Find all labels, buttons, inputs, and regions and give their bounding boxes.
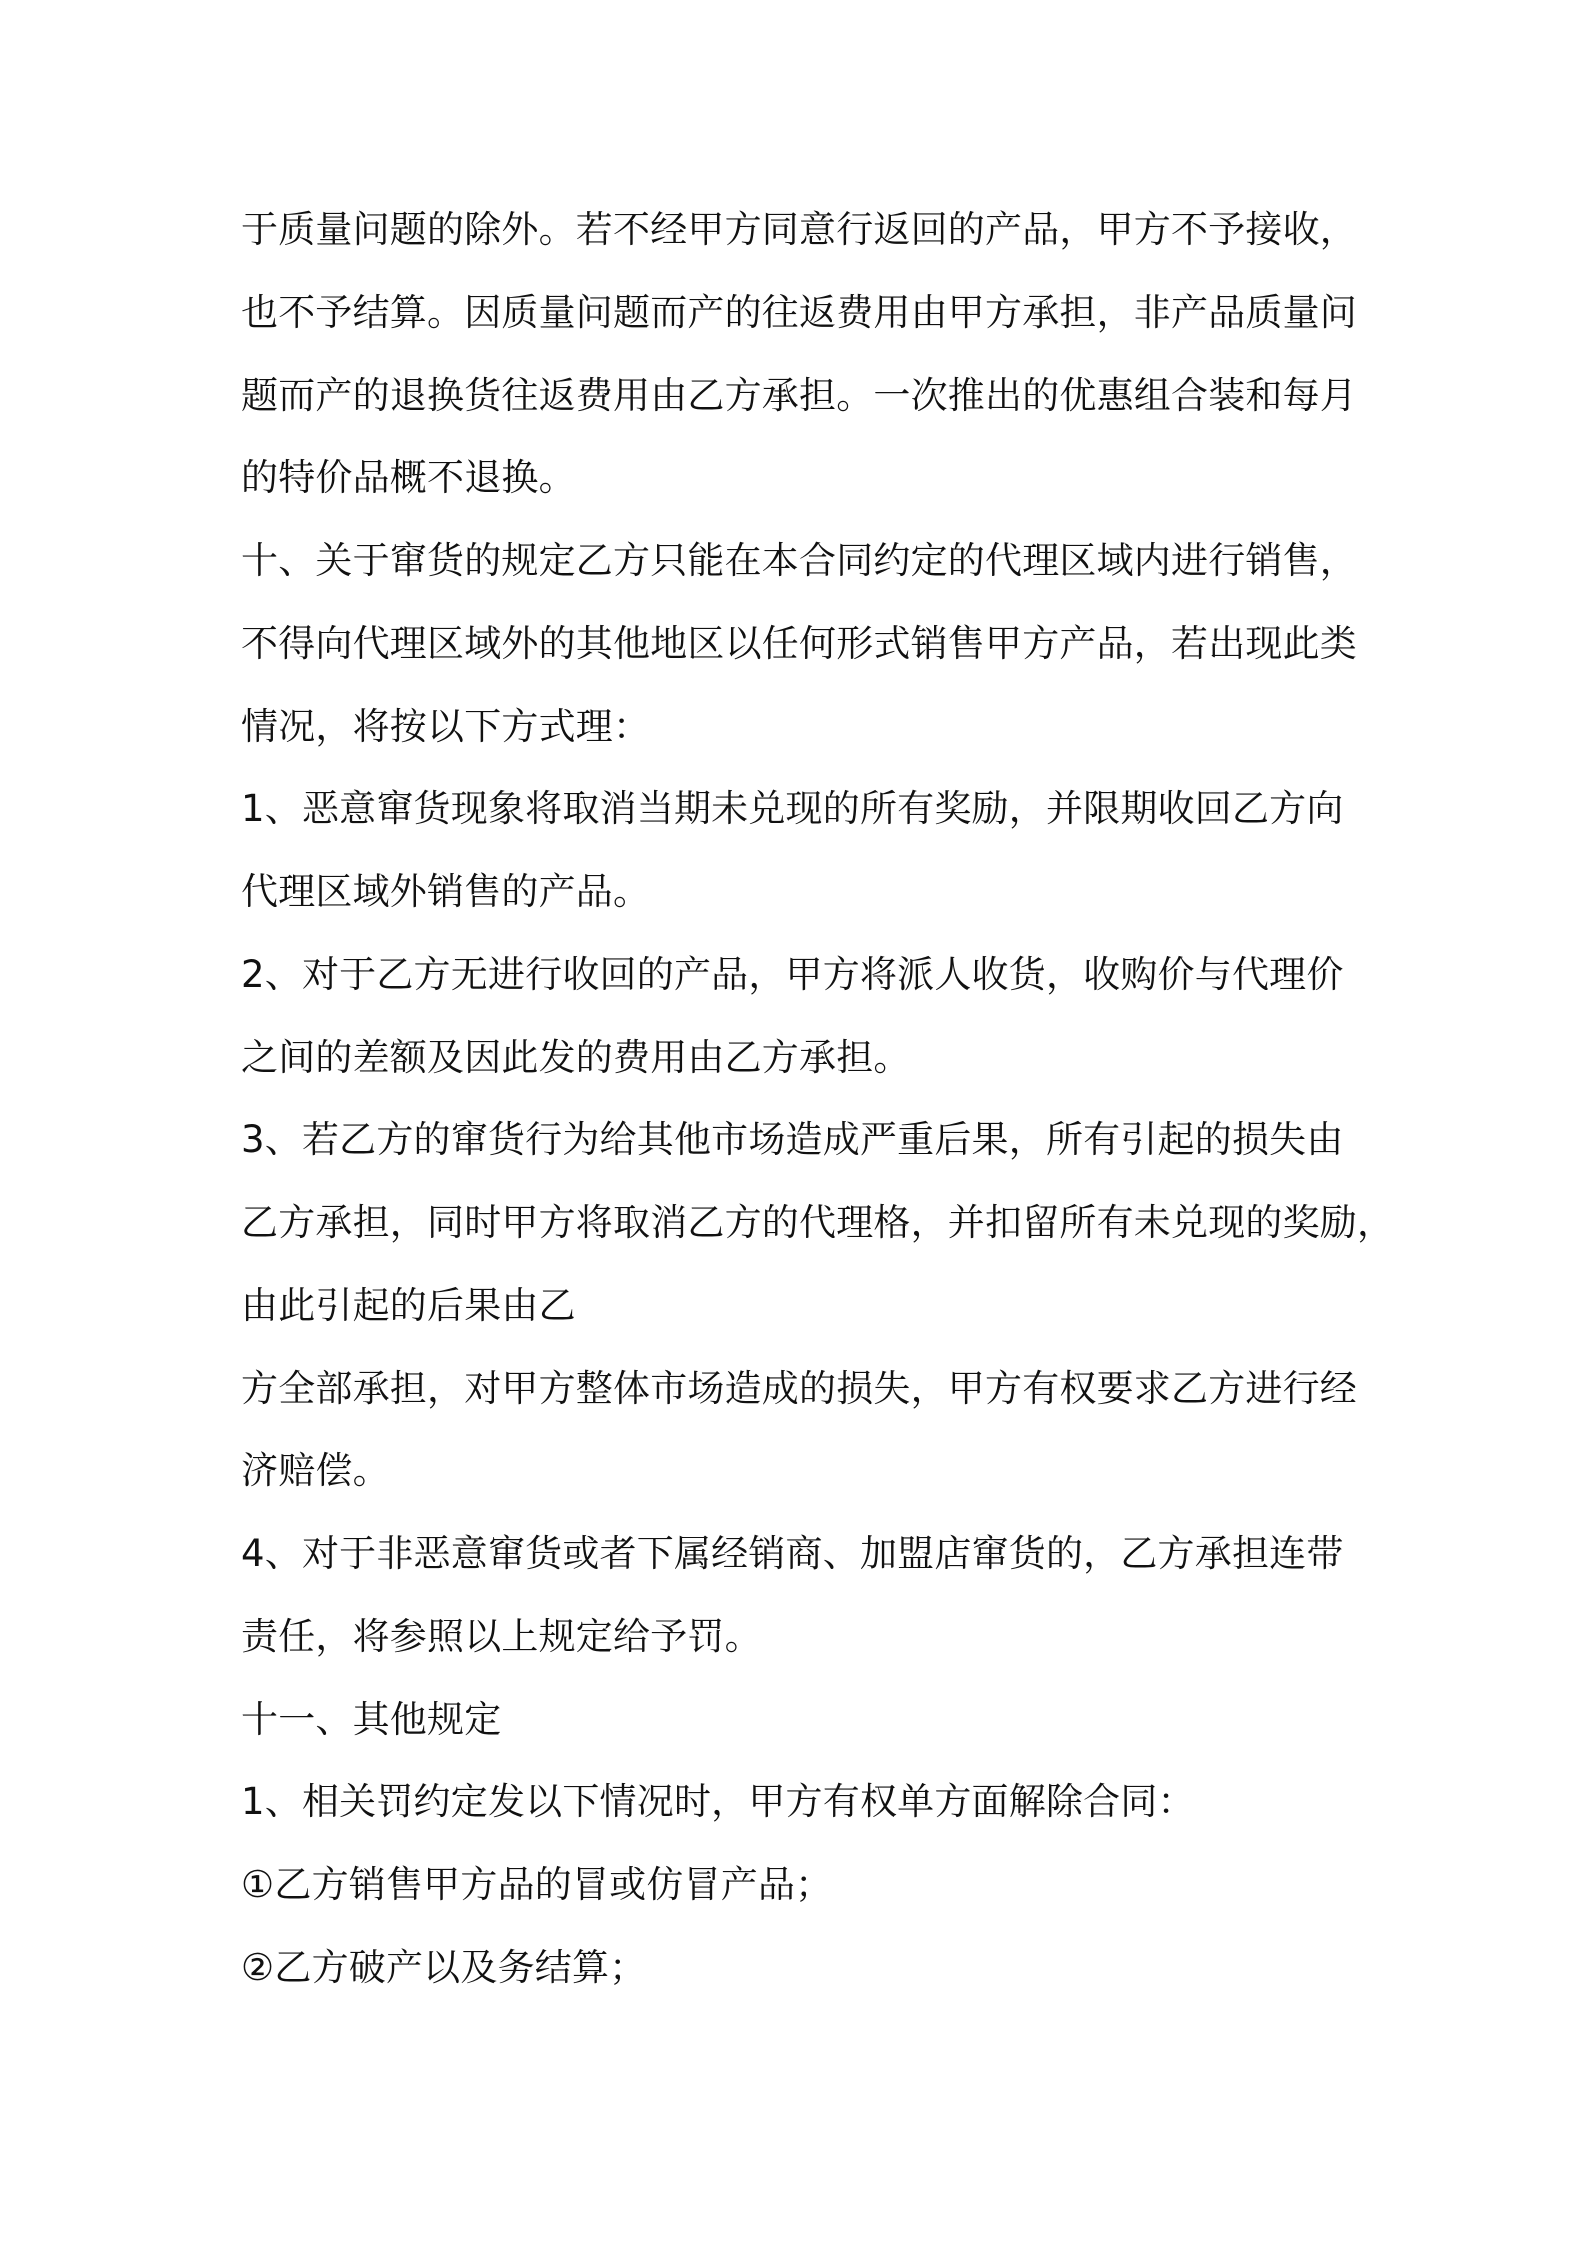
text-line: 十、关于窜货的规定乙方只能在本合同约定的代理区域内进行销售， xyxy=(241,539,1357,582)
text-line: 的特价品概不退换。 xyxy=(241,456,576,499)
text-line: 题而产的退换货往返费用由乙方承担。一次推出的优惠组合装和每月 xyxy=(241,374,1357,417)
text-line: 3、若乙方的窜货行为给其他市场造成严重后果，所有引起的损失由 xyxy=(241,1118,1344,1161)
text-line: ①乙方销售甲方品的冒或仿冒产品； xyxy=(241,1863,833,1906)
text-line: 2、对于乙方无进行收回的产品，甲方将派人收货，收购价与代理价 xyxy=(241,953,1344,996)
text-line: 1、恶意窜货现象将取消当期未兑现的所有奖励，并限期收回乙方向 xyxy=(241,787,1344,830)
text-line: 不得向代理区域外的其他地区以任何形式销售甲方产品，若出现此类 xyxy=(241,622,1357,665)
text-line: 之间的差额及因此发的费用由乙方承担。 xyxy=(241,1036,911,1079)
text-line: 由此引起的后果由乙 xyxy=(241,1284,576,1327)
text-line: 于质量问题的除外。若不经甲方同意行返回的产品，甲方不予接收， xyxy=(241,208,1357,251)
text-line: 责任，将参照以上规定给予罚。 xyxy=(241,1615,762,1658)
text-line: 代理区域外销售的产品。 xyxy=(241,870,651,913)
text-line: 乙方承担，同时甲方将取消乙方的代理格，并扣留所有未兑现的奖励， xyxy=(241,1201,1395,1244)
text-line: 情况，将按以下方式理： xyxy=(241,705,651,748)
section-heading: 十一、其他规定 xyxy=(241,1698,502,1741)
text-line: 方全部承担，对甲方整体市场造成的损失，甲方有权要求乙方进行经 xyxy=(241,1367,1357,1410)
text-line: 也不予结算。因质量问题而产的往返费用由甲方承担，非产品质量问 xyxy=(241,291,1357,334)
text-line: 济赔偿。 xyxy=(241,1449,390,1492)
text-line: 4、对于非恶意窜货或者下属经销商、加盟店窜货的，乙方承担连带 xyxy=(241,1532,1344,1575)
text-line: ②乙方破产以及务结算； xyxy=(241,1946,647,1989)
text-line: 1、相关罚约定发以下情况时，甲方有权单方面解除合同： xyxy=(241,1780,1195,1823)
